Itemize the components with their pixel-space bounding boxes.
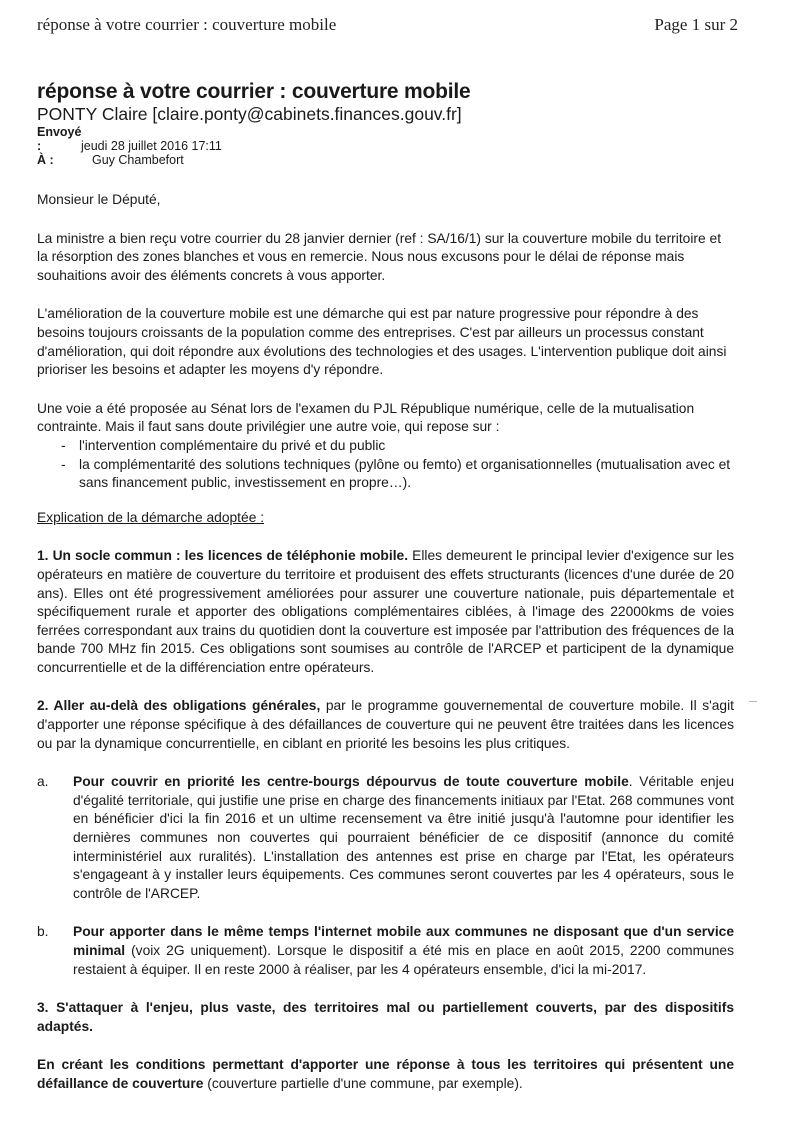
recipient-name: Guy Chambefort	[92, 153, 184, 167]
section-2-title: 2. Aller au-delà des obligations générales,	[37, 698, 321, 714]
paragraph-senate: Une voie a été proposée au Sénat lors de l'examen du PJL République numérique, celle de la mutualisation contrainte. Mais il faut sans doute privilégier une autre voie, qui repose sur :	[37, 400, 695, 435]
section-2-text: par le programme gouvernemental de couverture mobile. Il s'agit d'apporter une réponse spécifique à des défaillances de couverture qui ne peuvent être traitées dans les licences ou par la dynamique concurrentielle, en ciblant en priorité les besoins les plus critiques.	[37, 698, 734, 751]
section-1-text: Elles demeurent le principal levier d'exigence sur les opérateurs en matière de couverture du territoire et produisent des effets structurants (licences d'une durée de 20 ans). Elles ont été progressivement améliorées pour assurer une couverture nationale, puis départementale et spécifiquement rurale et apporter des obligations complémentaires ciblées, à l'image des 22000kms de voies ferrées correspondant aux trains du quotidien dont la couverture est imposée par l'attribution des fréquences de la bande 700 MHz fin 2015. Ces obligations sont soumises au contrôle de l'ARCEP et participent de la dynamique concurrentielle et de la différenciation entre opérateurs.	[37, 548, 734, 675]
margin-mark	[749, 701, 757, 702]
recipient-label: À :	[37, 153, 54, 167]
subsection-a-title: Pour couvrir en priorité les centre-bourgs dépourvus de toute couverture mobile	[73, 774, 629, 790]
section-1	[37, 547, 734, 677]
section-heading: Explication de la démarche adoptée :	[37, 509, 265, 525]
document-body	[37, 80, 734, 1094]
section-4-title: En créant les conditions permettant d'apporter une réponse à tous les territoires qui présentent une défaillance de couverture	[37, 1057, 734, 1091]
email-subject: réponse à votre courrier : couverture mobile	[37, 80, 471, 103]
bullet-list	[37, 437, 734, 493]
section-3-title: 3. S'attaquer à l'enjeu, plus vaste, des territoires mal ou partiellement couverts, par des dispositifs adaptés.	[37, 1000, 734, 1034]
subsection-b-title: Pour apporter dans le même temps l'internet mobile aux communes ne disposant que d'un service minimal	[73, 924, 734, 958]
list-item: - la complémentarité des solutions techniques (pylône ou femto) et organisationnelles (mutualisation avec et sans financement public, investissement en propre…).	[61, 456, 734, 493]
sent-row	[37, 125, 734, 153]
print-header-title: réponse à votre courrier : couverture mobile	[37, 15, 337, 34]
subsection-b-marker: b.	[37, 924, 49, 940]
salutation: Monsieur le Député,	[37, 192, 161, 207]
subsection-a	[37, 773, 734, 903]
subsection-b	[37, 923, 734, 979]
list-item: - l'intervention complémentaire du privé et du public	[61, 437, 734, 456]
sent-date: jeudi 28 juillet 2016 17:11	[81, 139, 222, 153]
section-4	[37, 1056, 734, 1093]
section-3	[37, 999, 734, 1036]
sent-label: Envoyé :	[37, 125, 82, 153]
section-1-title: 1. Un socle commun : les licences de téléphonie mobile.	[37, 548, 409, 564]
page-number: Page 1 sur 2	[654, 15, 738, 34]
recipient-row	[37, 153, 734, 167]
paragraph-context: L'amélioration de la couverture mobile est une démarche qui est par nature progressive pour répondre à des besoins toujours croissants de la population comme des entreprises. C'est par ailleurs un processus constant d'amélioration, qui doit répondre aux évolutions des technologies et des usages. L'intervention publique doit ainsi prioriser les besoins et adapter les moyens d'y répondre.	[37, 306, 727, 378]
section-2	[37, 697, 734, 753]
section-4-text: (couverture partielle d'une commune, par exemple).	[203, 1075, 523, 1091]
email-sender: PONTY Claire [claire.ponty@cabinets.finances.gouv.fr]	[37, 104, 462, 124]
subsection-a-marker: a.	[37, 774, 49, 790]
paragraph-intro: La ministre a bien reçu votre courrier du 28 janvier dernier (ref : SA/16/1) sur la couverture mobile du territoire et la résorption des zones blanches et vous en remercie. Nous nous excusons pour le délai de réponse mais souhaitions avoir des éléments concrets à vous apporter.	[37, 230, 722, 283]
subsection-b-text: (voix 2G uniquement). Lorsque le dispositif a été mis en place en août 2015, 2200 communes restaient à équiper. Il en reste 2000 à réaliser, par les 4 opérateurs ensemble, d'ici la mi-2017.	[73, 943, 734, 977]
subsection-a-text: . Véritable enjeu d'égalité territoriale, qui justifie une prise en charge des financements initiaux par l'Etat. 268 communes vont en bénéficier d'ici la fin 2016 et un ultime recensement va être initié jusqu'à l'automne pour identifier les dernières communes non couvertes qui pourraient bénéficier de ce dispositif (annonce du comité interministériel aux ruralités). L'installation des antennes est prise en charge par l'Etat, les opérateurs s'engageant à y installer leurs équipements. Ces communes seront couvertes par les 4 opérateurs, sous le contrôle de l'ARCEP.	[73, 774, 735, 901]
